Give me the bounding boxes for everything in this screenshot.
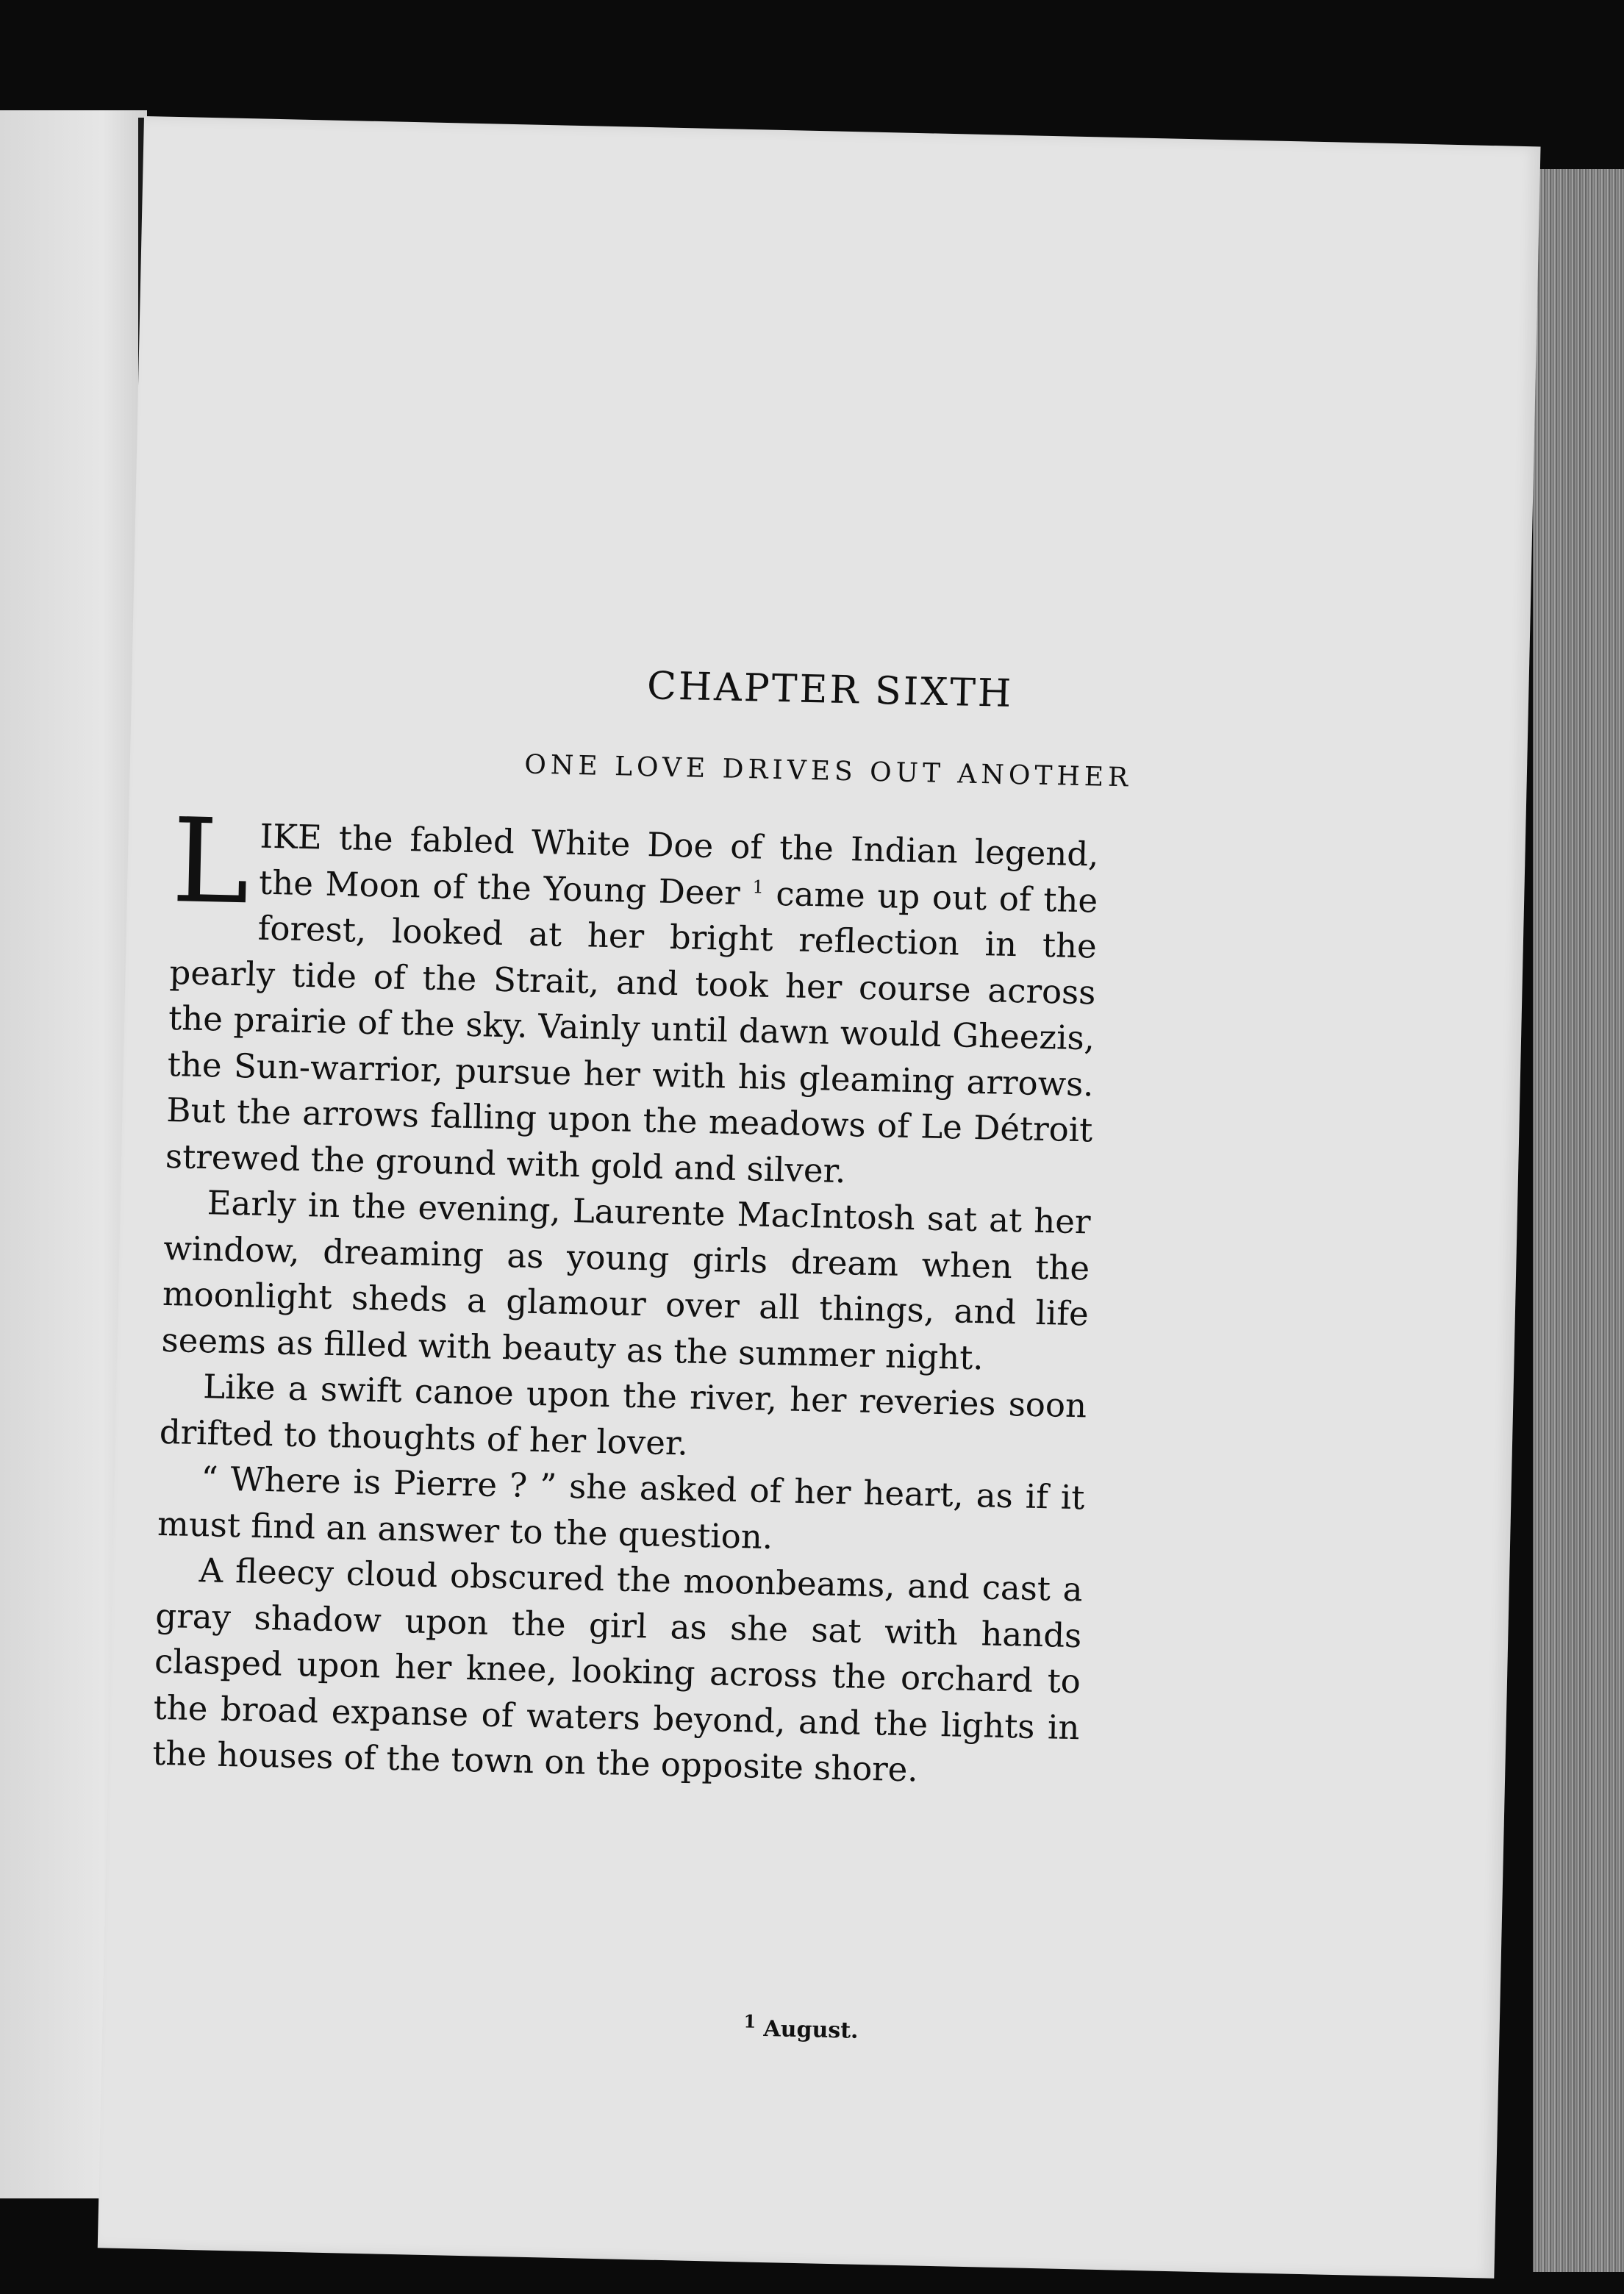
chapter-subtitle: ONE LOVE DRIVES OUT ANOTHER	[523, 749, 1133, 793]
page-block-edges	[1533, 169, 1624, 2272]
footnote-reference: 1	[752, 876, 765, 898]
footnote	[102, 2001, 1499, 2057]
paragraph-4: “ Where is Pierre ? ” she asked of her heart, as if it must find an answer to the question.	[157, 1459, 1085, 1557]
paragraph-1-text-a: IKE the fabled White Doe of the Indian legend, the Moon of the Young Deer	[258, 816, 1099, 912]
paragraph-1-text-b: came up out of the forest, looked at her bright reflection in the pearly tide of the Strait, and took her course across the prairie of the sky. Vainly until dawn would Gheezis, the Sun-warrior, pursue her with his gleaming arrows. But the arrows falling upon the meadows of Le Détroit strewed the ground with gold and silver.	[165, 873, 1098, 1190]
book-page	[98, 116, 1541, 2279]
chapter-heading: CHAPTER SIXTH	[646, 664, 1014, 716]
paragraph-1	[165, 793, 1099, 1199]
paragraph-2: Early in the evening, Laurente MacIntosh sat at her window, dreaming as young girls dream when the moonlight sheds a glamour over all things, and life seems as filled with beauty as the summer night.	[161, 1183, 1092, 1377]
footnote-marker: 1	[743, 2010, 756, 2032]
drop-cap-letter: L	[170, 793, 251, 931]
paragraph-3: Like a swift canoe upon the river, her reveries soon drifted to thoughts of her lover.	[159, 1367, 1087, 1463]
footnote-text: August.	[763, 2016, 859, 2044]
chapter-body	[151, 793, 1099, 1797]
paragraph-5: A fleecy cloud obscured the moonbeams, and cast a gray shadow upon the girl as she sat with hands clasped upon her knee, looking across the orchard to the broad expanse of waters beyond, and the lights in the houses of the town on the opposite shore.	[151, 1551, 1084, 1790]
